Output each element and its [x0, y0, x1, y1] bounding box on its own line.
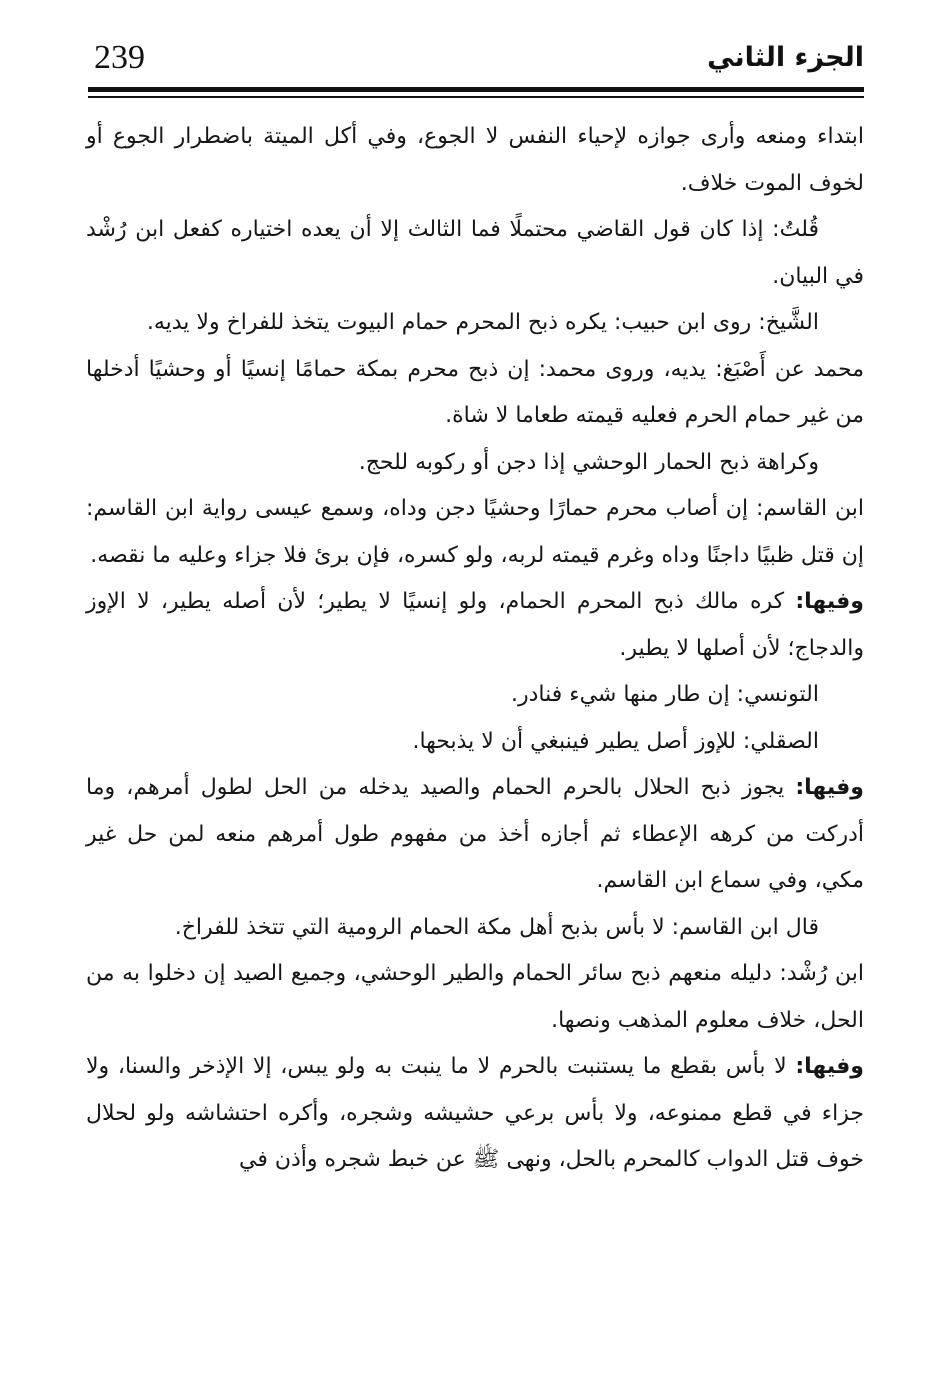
paragraph-text: قال ابن القاسم: لا بأس بذبح أهل مكة الحمام الرومية التي تتخذ للفراخ. — [174, 914, 819, 940]
paragraph — [86, 207, 864, 300]
paragraph — [86, 347, 864, 440]
paragraph-text: قُلتُ: إذا كان قول القاضي محتملًا فما الثالث إلا أن يعده اختياره كفعل ابن رُشْد في البيان. — [86, 217, 864, 289]
paragraph — [86, 1044, 864, 1184]
paragraph — [86, 951, 864, 1044]
header-rule-thick — [88, 87, 864, 92]
paragraph-lead: وفيها: — [795, 1054, 864, 1079]
paragraph — [86, 300, 864, 347]
paragraph-lead: وفيها: — [795, 775, 864, 800]
paragraph-text: ابن رُشْد: دليله منعهم ذبح سائر الحمام والطير الوحشي، وجميع الصيد إن دخلوا به من الحل، خلاف معلوم المذهب ونصها. — [86, 961, 864, 1033]
paragraph — [86, 440, 864, 487]
paragraph-text: لا بأس بقطع ما يستنبت بالحرم لا ما ينبت به ولو يبس، إلا الإذخر والسنا، ولا جزاء في قطع ممنوعه، ولا بأس برعي حشيشه وشجره، وأكره احتشاشه ولو لحلال خوف قتل الدواب كالمحرم بالحل، ونهى ﷺ عن خبط شجره وأذن في — [86, 1054, 864, 1172]
page-header — [88, 34, 864, 90]
paragraph-text: ابن القاسم: إن أصاب محرم حمارًا وحشيًا دجن وداه، وسمع عيسى رواية ابن القاسم: إن قتل ظبيًا داجنًا وداه وغرم قيمته لربه، ولو كسره، فإن برئ فلا جزاء وعليه ما نقصه. — [86, 496, 864, 568]
paragraph-text: الشَّيخ: روى ابن حبيب: يكره ذبح المحرم حمام البيوت يتخذ للفراخ ولا يديه. — [146, 310, 819, 335]
page-number: 239 — [94, 39, 145, 76]
paragraph-text: التونسي: إن طار منها شيء فنادر. — [510, 682, 819, 707]
paragraph-text: وكراهة ذبح الحمار الوحشي إذا دجن أو ركوبه للحج. — [358, 449, 819, 475]
paragraph-text: محمد عن أَصْبَغ: يديه، وروى محمد: إن ذبح محرم بمكة حمامًا إنسيًا أو وحشيًا أدخلها من غير حمام الحرم فعليه قيمته طعاما لا شاة. — [86, 356, 864, 428]
paragraph — [86, 579, 864, 672]
paragraph — [86, 719, 864, 766]
paragraph-text: يجوز ذبح الحلال بالحرم الحمام والصيد يدخله من الحل لطول أمرهم، وما أدركت من كرهه الإعطاء ثم أجازه أخذ من مفهوم طول أمرهم منعه لمن حل غير مكي، وفي سماع ابن القاسم. — [86, 775, 864, 893]
paragraph-text: ابتداء ومنعه وأرى جوازه لإحياء النفس لا الجوع، وفي أكل الميتة باضطرار الجوع أو لخوف الموت خلاف. — [86, 124, 864, 196]
paragraph-text: كره مالك ذبح المحرم الحمام، ولو إنسيًا لا يطير؛ لأن أصله يطير، لا الإوز والدجاج؛ لأن أصلها لا يطير. — [86, 589, 864, 661]
paragraph — [86, 114, 864, 207]
paragraph — [86, 486, 864, 579]
paragraph-lead: وفيها: — [795, 589, 864, 614]
header-rule-thin — [88, 96, 864, 98]
paragraph-text: الصقلي: للإوز أصل يطير فينبغي أن لا يذبحها. — [412, 728, 819, 754]
running-title: الجزء الثاني — [707, 42, 864, 73]
body-text — [86, 114, 864, 1184]
paragraph — [86, 905, 864, 952]
paragraph — [86, 765, 864, 905]
paragraph — [86, 672, 864, 719]
